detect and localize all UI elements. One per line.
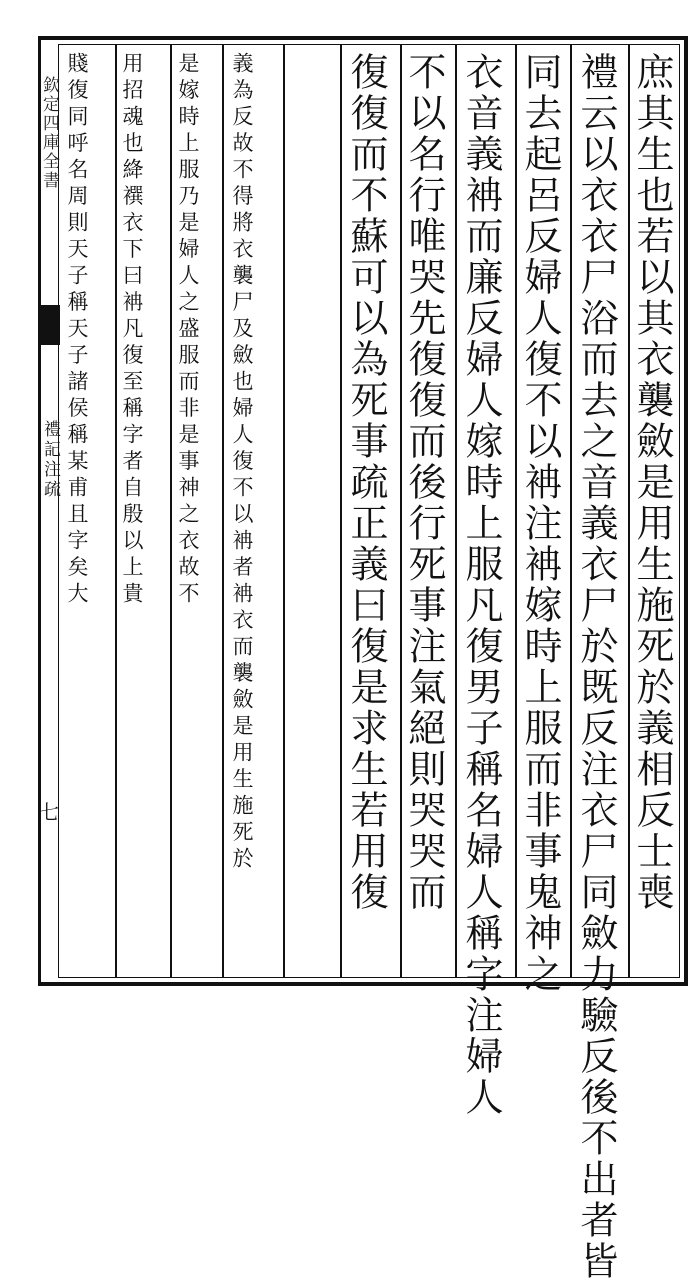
text-column: 禮云以衣衣尸浴而去之音義衣尸於既反注衣尸同斂力驗反後不出者皆 <box>574 52 618 1282</box>
margin-book-title: 禮記注疏 <box>40 420 60 500</box>
text-column: 同去起呂反婦人復不以袡注袡嫁時上服而非事鬼神之 <box>518 52 562 995</box>
fish-tail-mark <box>38 305 60 345</box>
column-divider <box>455 44 457 978</box>
column-divider <box>340 44 342 978</box>
text-column: 復復而不蘇可以為死事疏正義曰復是求生若用復 <box>344 52 388 913</box>
text-column: 賤復同呼名周則天子稱天子諸侯稱某甫且字矣大 <box>65 52 89 609</box>
column-divider <box>170 44 172 978</box>
text-column: 不以名行唯哭先復復而後行死事注氣絕則哭哭而 <box>402 52 446 913</box>
column-divider <box>115 44 117 978</box>
column-divider <box>570 44 572 978</box>
column-divider <box>222 44 224 978</box>
text-column: 是嫁時上服乃是婦人之盛服而非是事神之衣故不 <box>176 52 200 609</box>
margin-book-series: 欽定四庫全書 <box>39 76 59 190</box>
text-column: 衣音義袡而廉反婦人嫁時上服凡復男子稱名婦人稱字注婦人 <box>459 52 503 1118</box>
margin-page-number: 七 <box>39 800 59 824</box>
text-column: 用招魂也絳襈衣下曰袡凡復至稱字者自殷以上貴 <box>120 52 144 609</box>
text-column: 庶其生也若以其衣襲斂是用生施死於義相反士喪 <box>630 52 674 913</box>
column-divider <box>283 44 285 978</box>
column-divider <box>515 44 517 978</box>
page-margin-strip <box>38 36 60 986</box>
text-column: 義為反故不得將衣襲尸及斂也婦人復不以袡者袡衣而襲斂是用生施死於 <box>230 52 254 874</box>
